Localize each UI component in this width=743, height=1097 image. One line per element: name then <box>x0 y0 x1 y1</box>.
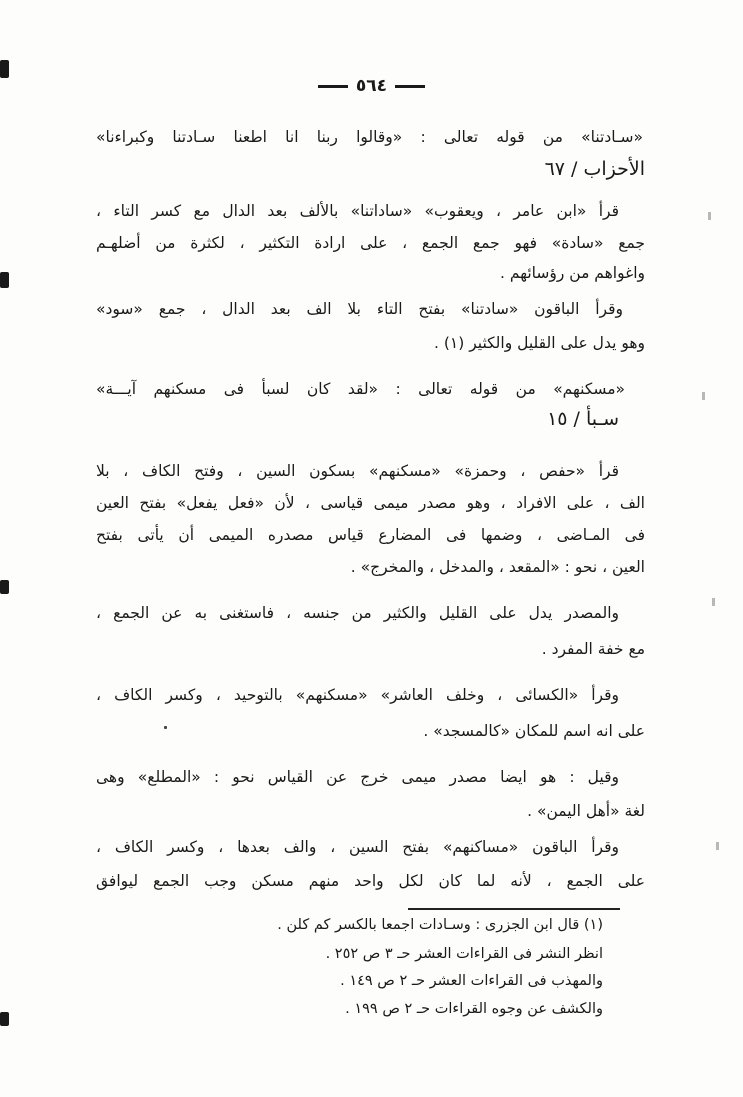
footnote-separator <box>408 908 620 910</box>
body-line: وقرأ الباقون «سادتنا» بفتح التاء بلا الف بعد الدال ، جمع «سود» <box>96 300 623 318</box>
body-line: على انه اسم للمكان «كالمسجد» . <box>423 722 645 740</box>
footnote-line: والمهذب فى القراءات العشر حـ ٢ ص ١٤٩ . <box>340 973 603 989</box>
body-line: العين ، نحو : «المقعد ، والمدخل ، والمخرج» . <box>350 558 645 576</box>
punch-hole-mark <box>0 1012 9 1026</box>
footnote-line: (١) قال ابن الجزرى : وسـادات اجمعا بالكسر كم كلن . <box>277 917 603 933</box>
body-line: واغواهم من رؤسائهم . <box>500 264 645 282</box>
punch-hole-mark <box>0 580 9 594</box>
body-line: «مسكنهم» من قوله تعالى : «لقد كان لسبأ فى مسكنهم آيـــة» <box>96 380 625 398</box>
footnote-line: انظر النشر فى القراءات العشر حـ ٣ ص ٢٥٢ . <box>325 946 603 962</box>
body-line: قرأ «حفص ، وحمزة» «مسكنهم» بسكون السين ، وفتح الكاف ، بلا <box>96 462 619 480</box>
surah-reference: سـبأ / ١٥ <box>547 408 619 430</box>
footnote-line: والكشف عن وجوه القراءات حـ ٢ ص ١٩٩ . <box>345 1001 603 1017</box>
body-line: وقرأ الباقون «مساكنهم» بفتح السين ، والف بعدها ، وكسر الكاف ، <box>96 838 619 856</box>
body-line: وقرأ «الكسائى ، وخلف العاشر» «مسكنهم» بالتوحيد ، وكسر الكاف ، <box>96 686 619 704</box>
margin-mark <box>708 212 711 220</box>
body-line: والمصدر يدل على القليل والكثير من جنسه ، فاستغنى به عن الجمع ، <box>96 604 619 622</box>
margin-mark <box>716 842 719 850</box>
body-line: على الجمع ، لأنه لما كان لكل واحد منهم مسكن وجب الجمع ليوافق <box>96 872 645 890</box>
body-line: فى المـاضى ، وضمها فى المضارع قياس مصدره الميمى أن يأتى بفتح <box>96 526 645 544</box>
body-line: قرأ «ابن عامر ، ويعقوب» «ساداتنا» بالألف بعد الدال مع كسر التاء ، <box>96 202 619 220</box>
body-line: «سـادتنا» من قوله تعالى : «وقالوا ربنا انا اطعنا سـادتنا وكبراءنا» <box>96 128 643 146</box>
margin-mark <box>702 392 705 400</box>
body-line: لغة «أهل اليمن» . <box>527 802 645 820</box>
page-number: ٥٦٤ <box>0 76 743 96</box>
surah-reference: الأحزاب / ٦٧ <box>544 158 645 180</box>
punch-hole-mark <box>0 272 9 288</box>
body-line: مع خفة المفرد . <box>541 640 645 658</box>
body-line: جمع «سادة» فهو جمع الجمع ، على ارادة التكثير ، لكثرة من أضلهـم <box>96 234 645 252</box>
ink-speck <box>164 726 167 729</box>
body-line: الف ، على الافراد ، وهو مصدر ميمى قياسى ، لأن «فعل يفعل» بفتح العين <box>96 494 645 512</box>
body-line: وقيل : هو ايضا مصدر ميمى خرج عن القياس نحو : «المطلع» وهى <box>96 768 619 786</box>
margin-mark <box>712 598 715 606</box>
body-line: وهو يدل على القليل والكثير (١) . <box>434 334 645 352</box>
